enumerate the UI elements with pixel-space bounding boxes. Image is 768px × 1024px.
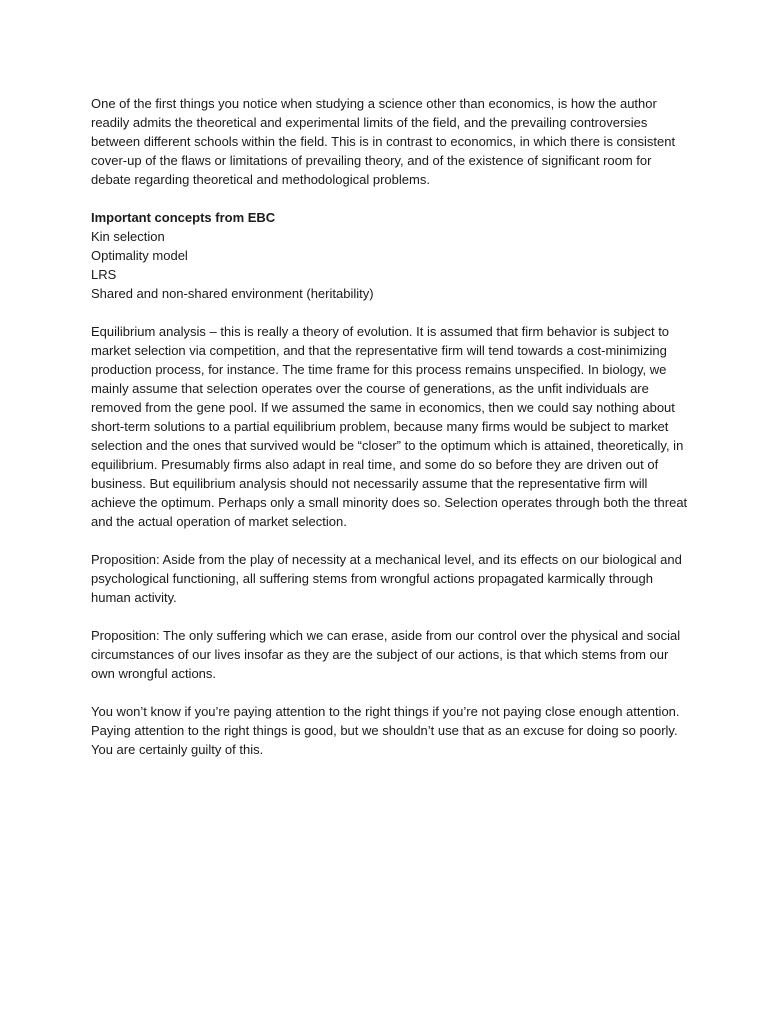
attention-paragraph: You won’t know if you’re paying attention to the right things if you’re not paying close enough attention. Paying attention to the right things is good, but we shouldn’t use that as an excuse for doing so poorly. You are certainly guilty of this. <box>91 704 680 757</box>
proposition-paragraph-1: Proposition: Aside from the play of necessity at a mechanical level, and its effects on our biological and psychological functioning, all suffering stems from wrongful actions propagated karmically through human activity. <box>91 552 682 605</box>
concept-item: LRS <box>91 267 117 282</box>
document-page <box>91 94 691 778</box>
concept-item: Kin selection <box>91 229 165 244</box>
concept-item: Shared and non-shared environment (heritability) <box>91 286 374 301</box>
equilibrium-paragraph: Equilibrium analysis – this is really a theory of evolution. It is assumed that firm behavior is subject to market selection via competition, and that the representative firm will tend towards a cost-minimizing production process, for instance. The time frame for this process remains unspecified. In biology, we mainly assume that selection operates over the course of generations, as the unfit individuals are removed from the gene pool. If we assumed the same in economics, then we could say nothing about short-term solutions to a partial equilibrium problem, because many firms would be subject to market selection and the ones that survived would be “closer” to the optimum which is attained, theoretically, in equilibrium. Presumably firms also adapt in real time, and some do so before they are driven out of business. But equilibrium analysis should not necessarily assume that the representative firm will achieve the optimum. Perhaps only a small minority does so. Selection operates through both the threat and the actual operation of market selection. <box>91 324 688 529</box>
concepts-section <box>91 208 691 303</box>
concepts-heading: Important concepts from EBC <box>91 210 276 225</box>
concept-item: Optimality model <box>91 248 188 263</box>
proposition-paragraph-2: Proposition: The only suffering which we can erase, aside from our control over the physical and social circumstances of our lives insofar as they are the subject of our actions, is that which stems from our own wrongful actions. <box>91 628 681 681</box>
intro-paragraph: One of the first things you notice when studying a science other than economics, is how the author readily admits the theoretical and experimental limits of the field, and the prevailing controversies between different schools within the field. This is in contrast to economics, in which there is consistent cover-up of the flaws or limitations of prevailing theory, and of the existence of significant room for debate regarding theoretical and methodological problems. <box>91 96 676 187</box>
